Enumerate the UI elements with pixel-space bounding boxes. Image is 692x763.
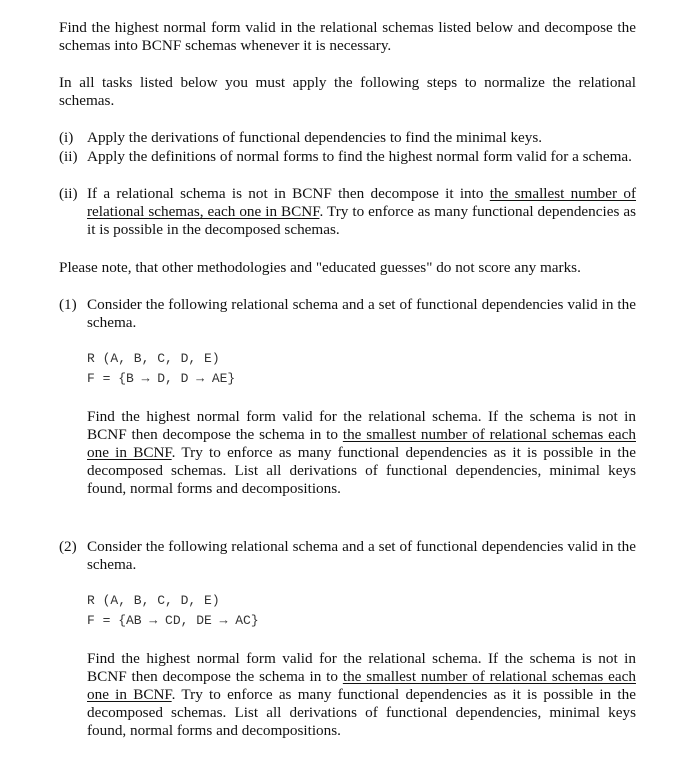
question-2-marker: (2) — [59, 538, 77, 555]
question-2-task: Find the highest normal form valid for the relational schema. If the schema is not in BCNF then decompose the schema in to the smallest number of relational schemas each one in BCNF. Try to enforce as many functional dependencies as it is possible in the decomposed schemas. List all derivations of functional dependencies, minimal keys found, normal forms and decompositions. — [87, 650, 636, 739]
step-marker: (ii) — [59, 148, 78, 165]
note-paragraph: Please note, that other methodologies and "educated guesses" do not score any marks. — [59, 259, 581, 276]
question-1-marker: (1) — [59, 296, 77, 313]
underlined-phrase: the smallest number of relational schemas, each one in BCNF — [87, 185, 637, 220]
question-2-fds: F = {AB → CD, DE → AC} — [87, 613, 259, 628]
step-text: If a relational schema is not in BCNF then decompose it into the smallest number of relational schemas, each one in BCNF. Try to enforce as many functional dependencies as it is possible in the decomposed schemas. — [87, 185, 637, 238]
question-2-intro: Consider the following relational schema and a set of functional dependencies valid in the schema. — [87, 538, 636, 573]
step-marker: (i) — [59, 129, 74, 146]
question-1-fds: F = {B → D, D → AE} — [87, 371, 236, 386]
underlined-phrase: the smallest number of relational schemas each one in BCNF — [87, 426, 636, 461]
step-text: Apply the definitions of normal forms to find the highest normal form valid for a schema. — [87, 148, 632, 165]
step-marker: (ii) — [59, 185, 78, 202]
underlined-phrase: the smallest number of relational schemas each one in BCNF — [87, 668, 636, 703]
intro-paragraph-2: In all tasks listed below you must apply the following steps to normalize the relational schemas. — [59, 74, 636, 109]
question-1-schema: R (A, B, C, D, E) — [87, 351, 220, 366]
question-1-task: Find the highest normal form valid for the relational schema. If the schema is not in BCNF then decompose the schema in to the smallest number of relational schemas each one in BCNF. Try to enforce as many functional dependencies as it is possible in the decomposed schemas. List all derivations of functional dependencies, minimal keys found, normal forms and decompositions. — [87, 408, 636, 497]
question-2-schema: R (A, B, C, D, E) — [87, 593, 220, 608]
question-1-intro: Consider the following relational schema and a set of functional dependencies valid in the schema. — [87, 296, 636, 331]
intro-paragraph-1: Find the highest normal form valid in the relational schemas listed below and decompose the schemas into BCNF schemas whenever it is necessary. — [59, 19, 636, 54]
step-text: Apply the derivations of functional dependencies to find the minimal keys. — [87, 129, 543, 146]
